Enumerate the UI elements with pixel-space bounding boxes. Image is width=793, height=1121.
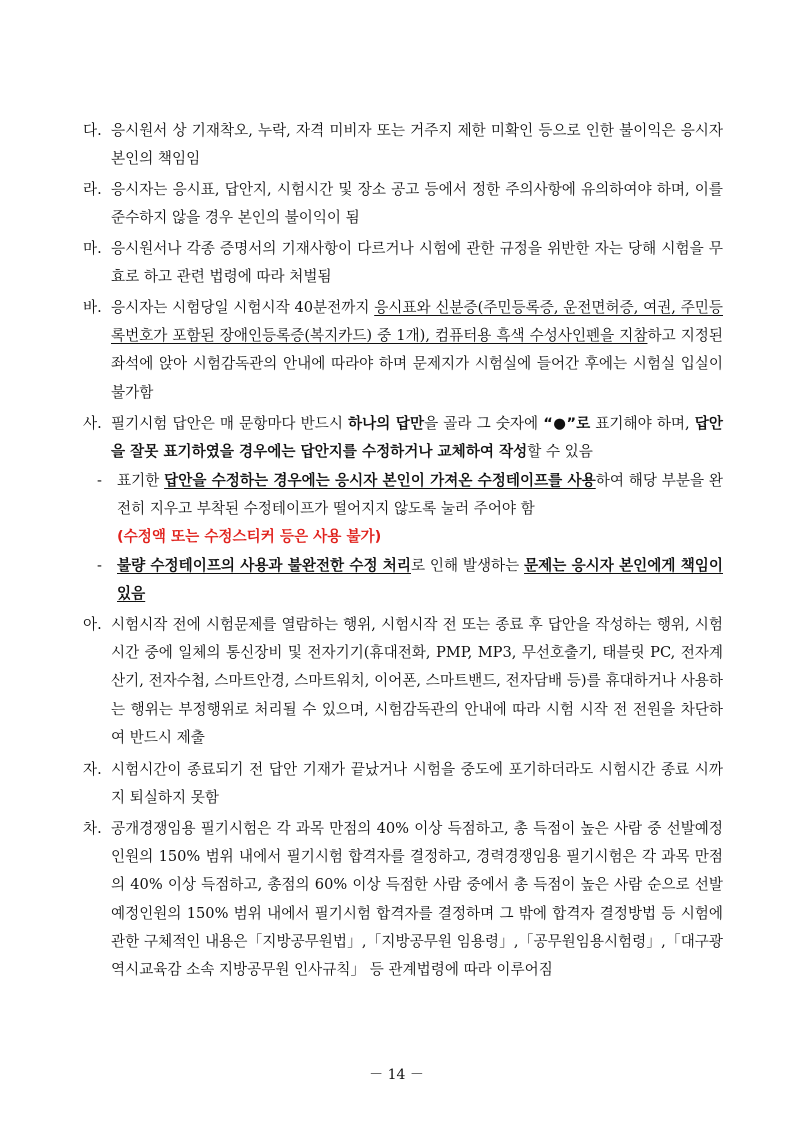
- item-marker: 마.: [83, 240, 102, 257]
- item-text: 시험시작 전에 시험문제를 열람하는 행위, 시험시작 전 또는 종료 후 답안을 작성하는 행위, 시험시간 중에 일체의 통신장비 및 전자기기(휴대전화, PMP, MP3, 무선호출기, 태블릿 PC, 전자계산기, 전자수첩, 스마트안경, 스마트워치, 이어폰, 스마트밴드, 전자담배 등)를 휴대하거나 사용하는 행위는 부정행위로 처리될 수 있으며, 시험감독관의 안내에 따라 시험 시작 전 전원을 차단하여 반드시 제출: [111, 616, 723, 746]
- item-marker: 다.: [83, 122, 102, 139]
- item-text: [111, 294, 723, 407]
- sub-item-marker: -: [97, 472, 102, 489]
- item-ja: [83, 756, 723, 812]
- page-number: － 14 －: [369, 1067, 424, 1083]
- underlined-run: 응시표와 신분증(주민등록증, 운전면허증, 여권, 주민등록번호가 포함된 장애인등록증(복지카드) 중 1개), 컴퓨터용 흑색 수성사인펜을 지참: [111, 299, 723, 345]
- text-run: 을 골라 그 숫자에: [424, 415, 544, 432]
- item-ma: [83, 235, 723, 291]
- sub-item-marker: -: [97, 557, 102, 574]
- text-run: 하고 지정된 좌석에 앉아 시험감독관의 안내에 따라야 하며 문제지가 시험실에 들어간 후에는 시험실 입실이 불가함: [111, 327, 723, 401]
- bold-run: 답안을 잘못 표기하였을 경우에는 답안지를 수정하거나 교체하여 작성: [111, 415, 723, 461]
- red-warning-text: (수정액 또는 수정스티커 등은 사용 불가): [117, 528, 382, 546]
- item-marker: 아.: [83, 616, 102, 633]
- item-marker: 사.: [83, 415, 102, 432]
- sub-item-correction-tape: [97, 467, 723, 552]
- item-cha: [83, 815, 723, 984]
- item-ra: [83, 176, 723, 232]
- item-sa: [83, 410, 723, 466]
- item-text: 시험시간이 종료되기 전 답안 기재가 끝났거나 시험을 중도에 포기하더라도 시험시간 종료 시까지 퇴실하지 못함: [111, 761, 723, 807]
- text-run: 필기시험 답안은 매 문항마다 반드시: [111, 415, 349, 432]
- item-marker: 바.: [83, 299, 102, 316]
- text-run: 로 인해 발생하는: [411, 557, 525, 574]
- sub-item-responsibility: [97, 552, 723, 608]
- item-marker: 라.: [83, 181, 102, 198]
- bold-underlined-run: 불량 수정테이프의 사용과 불완전한 수정 처리: [117, 557, 411, 574]
- item-a: [83, 611, 723, 752]
- item-marker: 자.: [83, 761, 102, 778]
- text-run: 표기해야 하며,: [590, 415, 695, 432]
- bold-run: 하나의 답만: [348, 415, 425, 432]
- item-da: [83, 117, 723, 173]
- item-text: 공개경쟁임용 필기시험은 각 과목 만점의 40% 이상 득점하고, 총 득점이 높은 사람 중 선발예정인원의 150% 범위 내에서 필기시험 합격자를 결정하고, 경력경쟁임용 필기시험은 각 과목 만점의 40% 이상 득점하고, 총점의 60% 이상 득점한 사람 중에서 총 득점이 높은 사람 순으로 선발예정인원의 150% 범위 내에서 필기시험 합격자를 결정하며 그 밖에 합격자 결정방법 등 시험에 관한 구체적인 내용은「지방공무원법」,「지방공무원 임용령」,「공무원임용시험령」,「대구광역시교육감 소속 지방공무원 인사규칙」 등 관계법령에 따라 이루어짐: [111, 820, 723, 979]
- bold-run: “●”로: [543, 415, 591, 432]
- text-run: 하여 해당 부분을 완전히 지우고 부착된 수정테이프가 떨어지지 않도록 눌러 주어야 함: [117, 472, 723, 518]
- sub-item-text: [117, 467, 723, 552]
- text-run: 할 수 있음: [527, 443, 593, 461]
- bold-underlined-run: 답안을 수정하는 경우에는 응시자 본인이 가져온 수정테이프를 사용: [164, 472, 596, 489]
- sub-item-text: [117, 552, 723, 608]
- text-run: 표기한: [117, 472, 165, 489]
- item-text: 응시원서 상 기재착오, 누락, 자격 미비자 또는 거주지 제한 미확인 등으로 인한 불이익은 응시자 본인의 책임임: [111, 122, 723, 168]
- item-text: 응시자는 응시표, 답안지, 시험시간 및 장소 공고 등에서 정한 주의사항에 유의하여야 하며, 이를 준수하지 않을 경우 본인의 불이익이 됨: [111, 181, 723, 227]
- text-run: 응시자는 시험당일 시험시작 40분전까지: [111, 299, 375, 316]
- item-text: [111, 410, 723, 466]
- item-ba: [83, 294, 723, 407]
- bold-underlined-run: 문제는 응시자 본인에게 책임이 있음: [117, 557, 723, 603]
- item-marker: 차.: [83, 820, 102, 837]
- item-text: 응시원서나 각종 증명서의 기재사항이 다르거나 시험에 관한 규정을 위반한 자는 당해 시험을 무효로 하고 관련 법령에 따라 처벌됨: [111, 240, 723, 286]
